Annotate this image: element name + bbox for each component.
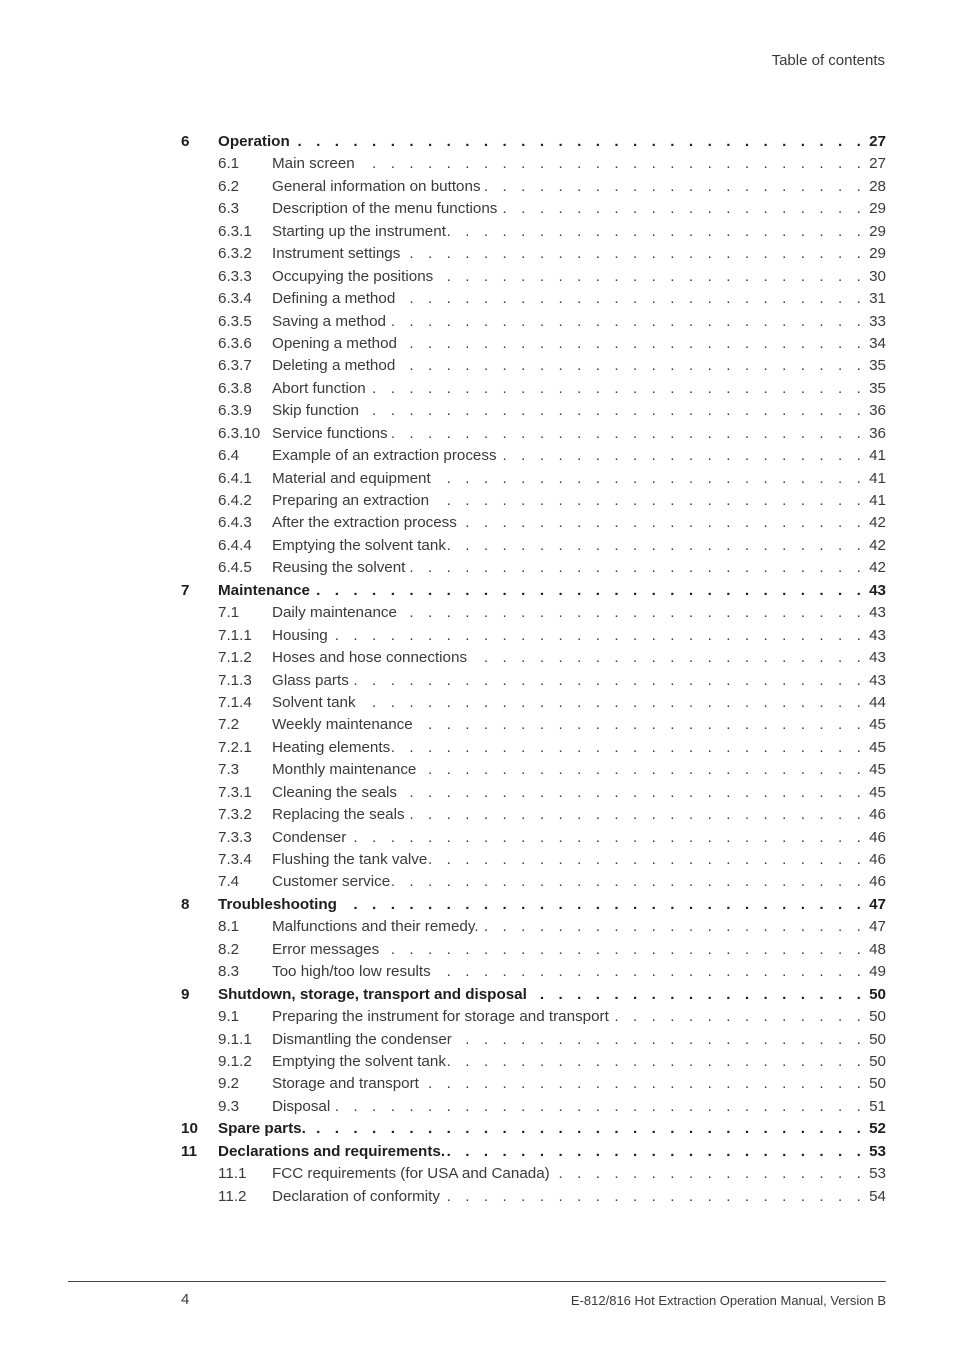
toc-entry-title: Solvent tank — [272, 693, 356, 711]
toc-entry-page: 45 — [869, 761, 886, 779]
toc-entry-line — [218, 984, 886, 1006]
dot-leader — [392, 871, 866, 893]
toc-section-entry[interactable] — [181, 647, 886, 669]
dot-leader — [332, 1096, 866, 1118]
dot-leader — [448, 1051, 866, 1073]
dot-leader — [351, 670, 866, 692]
dot-leader — [483, 176, 866, 198]
toc-section-entry[interactable] — [181, 1073, 886, 1095]
toc-entry-line — [272, 198, 886, 220]
toc-entry-title: Daily maintenance — [272, 604, 397, 622]
toc-section-entry[interactable] — [181, 535, 886, 557]
toc-entry-number: 6.4.4 — [218, 536, 252, 554]
dot-leader — [357, 153, 866, 175]
toc-entry-page: 29 — [869, 222, 886, 240]
toc-entry-line — [272, 916, 886, 938]
toc-entry-line — [272, 333, 886, 355]
toc-section-entry[interactable] — [181, 153, 886, 175]
toc-entry-title: Weekly maintenance — [272, 716, 413, 734]
toc-section-entry[interactable] — [181, 400, 886, 422]
toc-entry-number: 6.4.1 — [218, 469, 252, 487]
dot-leader — [442, 1186, 866, 1208]
dot-leader — [552, 1163, 866, 1185]
footer-document-title: E-812/816 Hot Extraction Operation Manual, Version B — [570, 1293, 886, 1308]
toc-entry-number: 6.2 — [218, 177, 240, 195]
toc-entry-line — [272, 1029, 886, 1051]
toc-entry-line — [272, 827, 886, 849]
toc-entry-page: 46 — [869, 828, 886, 846]
toc-entry-page: 45 — [869, 716, 886, 734]
toc-entry-number: 11.1 — [218, 1165, 247, 1183]
toc-entry-page: 28 — [869, 177, 886, 195]
dot-leader — [448, 535, 866, 557]
toc-section-entry[interactable] — [181, 468, 886, 490]
toc-entry-line — [218, 580, 886, 602]
toc-entry-page: 27 — [869, 133, 886, 150]
dot-leader — [407, 804, 866, 826]
toc-entry-line — [272, 714, 886, 736]
toc-entry-number: 8.3 — [218, 963, 240, 981]
toc-entry-page: 50 — [869, 1030, 886, 1048]
toc-entry-number: 6.3.7 — [218, 357, 252, 375]
toc-section-entry[interactable] — [181, 692, 886, 714]
toc-entry-title: Shutdown, storage, transport and disposal — [218, 985, 527, 1003]
toc-entry-number: 6.3 — [218, 200, 240, 218]
toc-section-entry[interactable] — [181, 916, 886, 938]
toc-entry-title: Main screen — [272, 155, 355, 173]
dot-leader — [392, 737, 866, 759]
dot-leader — [397, 288, 866, 310]
toc-entry-title: Service functions — [272, 424, 388, 442]
toc-entry-number: 6.3.5 — [218, 312, 252, 330]
toc-entry-number: 9.1 — [218, 1008, 240, 1026]
toc-entry-title: Condenser — [272, 828, 347, 846]
toc-entry-line — [272, 871, 886, 893]
toc-entry-number: 6.3.10 — [218, 424, 261, 442]
toc-entry-number: 7.3.2 — [218, 806, 252, 824]
toc-section-entry[interactable] — [181, 1051, 886, 1073]
footer-page-number: 4 — [181, 1291, 190, 1308]
toc-section-entry[interactable] — [181, 804, 886, 826]
toc-section-entry[interactable] — [181, 378, 886, 400]
toc-entry-title: Customer service — [272, 873, 391, 891]
toc-entry-title: Disposal — [272, 1097, 331, 1115]
toc-entry-number: 7.1.2 — [218, 649, 252, 667]
toc-entry-page: 45 — [869, 783, 886, 801]
toc-entry-page: 51 — [869, 1097, 886, 1115]
dot-leader — [348, 827, 866, 849]
toc-entry-line — [272, 961, 886, 983]
toc-entry-title: Description of the menu functions — [272, 200, 498, 218]
toc-entry-line — [272, 243, 886, 265]
toc-entry-number: 7.1 — [218, 604, 240, 622]
dot-leader — [429, 849, 866, 871]
dot-leader — [368, 378, 866, 400]
toc-entry-title: Operation — [218, 133, 290, 150]
toc-section-entry[interactable] — [181, 602, 886, 624]
toc-chapter-entry[interactable] — [181, 984, 886, 1006]
toc-entry-title: Housing — [272, 626, 328, 644]
dot-leader — [418, 759, 866, 781]
dot-leader — [611, 1006, 866, 1028]
toc-entry-number: 8.2 — [218, 940, 240, 958]
toc-entry-title: Flushing the tank valve — [272, 851, 428, 868]
toc-entry-page: 41 — [869, 447, 886, 465]
toc-entry-line — [272, 737, 886, 759]
toc-entry-title: Troubleshooting — [218, 895, 337, 913]
dot-leader — [399, 333, 866, 355]
toc-entry-number: 9.2 — [218, 1075, 240, 1093]
toc-entry-number: 7.1.3 — [218, 671, 252, 689]
toc-entry-number: 6.3.4 — [218, 290, 252, 308]
toc-section-entry[interactable] — [181, 1186, 886, 1208]
toc-entry-page: 29 — [869, 200, 886, 218]
toc-entry-page: 49 — [869, 963, 886, 981]
toc-entry-page: 31 — [869, 290, 886, 308]
toc-section-entry[interactable] — [181, 827, 886, 849]
toc-entry-number: 6.1 — [218, 155, 240, 173]
toc-section-entry[interactable] — [181, 871, 886, 893]
toc-entry-number: 11 — [181, 1142, 198, 1160]
dot-leader — [381, 939, 866, 961]
dot-leader — [433, 468, 866, 490]
toc-entry-page: 42 — [869, 536, 886, 554]
toc-section-entry[interactable] — [181, 939, 886, 961]
toc-entry-line — [272, 1006, 886, 1028]
toc-entry-line — [272, 221, 886, 243]
toc-entry-line — [272, 1073, 886, 1095]
toc-entry-line — [272, 782, 886, 804]
toc-entry-number: 6.4 — [218, 447, 240, 465]
dot-leader — [339, 894, 866, 916]
toc-section-entry[interactable] — [181, 759, 886, 781]
dot-leader — [399, 782, 866, 804]
toc-entry-title: Too high/too low results — [272, 963, 431, 981]
dot-leader — [481, 916, 866, 938]
toc-chapter-entry[interactable] — [181, 131, 886, 153]
toc-entry-line — [272, 378, 886, 400]
dot-leader — [433, 961, 866, 983]
toc-entry-number: 6.4.2 — [218, 492, 252, 509]
toc-entry-title: Occupying the positions — [272, 267, 434, 285]
toc-entry-line — [272, 311, 886, 333]
toc-section-entry[interactable] — [181, 288, 886, 310]
toc-entry-line — [272, 490, 886, 512]
toc-entry-page: 43 — [869, 626, 886, 644]
toc-entry-line — [272, 1051, 886, 1073]
toc-entry-title: Emptying the solvent tank — [272, 536, 446, 554]
toc-entry-number: 6.3.6 — [218, 334, 252, 352]
toc-entry-page: 46 — [869, 873, 886, 891]
toc-entry-line — [272, 1096, 886, 1118]
toc-entry-title: Declarations and requirements. — [218, 1142, 446, 1160]
toc-entry-line — [272, 400, 886, 422]
toc-entry-page: 42 — [869, 514, 886, 532]
toc-entry-number: 9.3 — [218, 1097, 240, 1115]
toc-section-entry[interactable] — [181, 243, 886, 265]
toc-entry-page: 41 — [869, 469, 886, 487]
dot-leader — [454, 1029, 866, 1051]
toc-chapter-entry[interactable] — [181, 580, 886, 602]
toc-entry-line — [272, 1163, 886, 1185]
toc-entry-title: Preparing the instrument for storage and transport — [272, 1008, 609, 1026]
toc-entry-page: 53 — [869, 1142, 886, 1160]
toc-entry-number: 7.3.3 — [218, 828, 252, 846]
toc-section-entry[interactable] — [181, 423, 886, 445]
toc-entry-title: FCC requirements (for USA and Canada) — [272, 1165, 550, 1183]
toc-entry-page: 29 — [869, 245, 886, 263]
toc-entry-number: 9 — [181, 985, 190, 1003]
toc-entry-number: 11.2 — [218, 1187, 247, 1205]
toc-section-entry[interactable] — [181, 333, 886, 355]
toc-entry-line — [272, 804, 886, 826]
toc-entry-title: Cleaning the seals — [272, 783, 397, 801]
toc-entry-number: 7.2.1 — [218, 738, 252, 756]
toc-section-entry[interactable] — [181, 737, 886, 759]
toc-section-entry[interactable] — [181, 714, 886, 736]
toc-entry-line — [272, 535, 886, 557]
dot-leader — [499, 198, 866, 220]
toc-section-entry[interactable] — [181, 557, 886, 579]
toc-entry-title: Saving a method — [272, 312, 386, 330]
toc-entry-page: 52 — [869, 1120, 886, 1138]
toc-entry-number: 7.3.1 — [218, 783, 252, 801]
dot-leader — [447, 1141, 866, 1163]
toc-entry-line — [218, 1118, 886, 1140]
dot-leader — [330, 625, 866, 647]
toc-entry-number: 7.4 — [218, 873, 240, 891]
toc-entry-title: Monthly maintenance — [272, 761, 417, 779]
toc-chapter-entry[interactable] — [181, 1141, 886, 1163]
dot-leader — [397, 355, 866, 377]
dot-leader — [312, 580, 866, 602]
toc-entry-page: 43 — [869, 671, 886, 689]
toc-entry-page: 35 — [869, 357, 886, 375]
toc-entry-page: 43 — [869, 581, 886, 599]
toc-entry-number: 6.3.1 — [218, 222, 252, 240]
toc-entry-page: 46 — [869, 806, 886, 824]
dot-leader — [435, 266, 866, 288]
toc-entry-line — [272, 625, 886, 647]
toc-entry-page: 53 — [869, 1165, 886, 1183]
toc-entry-title: Starting up the instrument — [272, 222, 446, 240]
toc-entry-number: 7.1.1 — [218, 626, 252, 644]
toc-entry-page: 48 — [869, 940, 886, 958]
toc-entry-page: 50 — [869, 1052, 886, 1070]
footer-divider — [68, 1281, 886, 1282]
toc-entry-line — [272, 557, 886, 579]
toc-entry-line — [218, 131, 886, 153]
toc-entry-number: 9.1.2 — [218, 1052, 252, 1070]
toc-entry-number: 6.3.8 — [218, 379, 252, 397]
toc-section-entry[interactable] — [181, 221, 886, 243]
toc-entry-line — [272, 670, 886, 692]
dot-leader — [361, 400, 866, 422]
toc-entry-line — [218, 894, 886, 916]
toc-entry-page: 50 — [869, 1075, 886, 1093]
toc-entry-number: 6.4.5 — [218, 559, 252, 577]
toc-entry-line — [272, 849, 886, 871]
toc-entry-line — [272, 602, 886, 624]
dot-leader — [402, 243, 866, 265]
toc-entry-number: 6 — [181, 133, 190, 150]
toc-entry-number: 7.3.4 — [218, 851, 252, 868]
toc-section-entry[interactable] — [181, 625, 886, 647]
toc-entry-page: 43 — [869, 604, 886, 622]
toc-entry-title: Spare parts. — [218, 1120, 306, 1138]
toc-entry-number: 9.1.1 — [218, 1030, 252, 1048]
toc-entry-number: 6.3.3 — [218, 267, 252, 285]
toc-entry-page: 46 — [869, 851, 886, 868]
toc-entry-title: Declaration of conformity — [272, 1187, 440, 1205]
toc-entry-title: Defining a method — [272, 290, 396, 308]
dot-leader — [390, 423, 866, 445]
toc-entry-title: Reusing the solvent — [272, 559, 406, 577]
toc-section-entry[interactable] — [181, 355, 886, 377]
toc-entry-page: 50 — [869, 985, 886, 1003]
toc-entry-title: Instrument settings — [272, 245, 401, 263]
toc-entry-page: 47 — [869, 918, 886, 936]
toc-entry-number: 6.3.9 — [218, 402, 252, 420]
toc-entry-title: Emptying the solvent tank — [272, 1052, 446, 1070]
toc-section-entry[interactable] — [181, 782, 886, 804]
toc-entry-title: Skip function — [272, 402, 359, 420]
toc-entry-title: Replacing the seals — [272, 806, 405, 824]
toc-entry-title: Abort function — [272, 379, 366, 397]
toc-section-entry[interactable] — [181, 1163, 886, 1185]
toc-entry-line — [272, 266, 886, 288]
toc-entry-title: Storage and transport — [272, 1075, 419, 1093]
toc-entry-line — [272, 512, 886, 534]
toc-entry-line — [272, 176, 886, 198]
dot-leader — [431, 490, 866, 512]
dot-leader — [459, 512, 866, 534]
toc-entry-number: 8 — [181, 895, 190, 913]
dot-leader — [415, 714, 866, 736]
toc-entry-title: Error messages — [272, 940, 380, 958]
toc-entry-title: Hoses and hose connections — [272, 649, 468, 667]
toc-section-entry[interactable] — [181, 490, 886, 512]
toc-entry-title: Maintenance — [218, 581, 310, 599]
toc-entry-number: 6.3.2 — [218, 245, 252, 263]
toc-entry-page: 54 — [869, 1187, 886, 1205]
dot-leader — [399, 602, 866, 624]
toc-entry-line — [272, 153, 886, 175]
toc-section-entry[interactable] — [181, 849, 886, 871]
toc-entry-page: 42 — [869, 559, 886, 577]
toc-entry-page: 44 — [869, 693, 886, 711]
dot-leader — [529, 984, 866, 1006]
toc-section-entry[interactable] — [181, 445, 886, 467]
toc-entry-number: 6.4.3 — [218, 514, 252, 532]
toc-entry-page: 50 — [869, 1008, 886, 1026]
toc-entry-page: 47 — [869, 895, 886, 913]
toc-entry-title: Glass parts — [272, 671, 349, 689]
toc-entry-line — [272, 939, 886, 961]
toc-entry-title: Deleting a method — [272, 357, 396, 375]
toc-entry-title: Malfunctions and their remedy. — [272, 918, 479, 936]
toc-section-entry[interactable] — [181, 176, 886, 198]
running-header: Table of contents — [771, 52, 885, 69]
toc-entry-page: 41 — [869, 492, 886, 509]
toc-entry-number: 7.3 — [218, 761, 240, 779]
toc-section-entry[interactable] — [181, 311, 886, 333]
toc-entry-page: 27 — [869, 155, 886, 173]
toc-entry-page: 34 — [869, 334, 886, 352]
dot-leader — [469, 647, 866, 669]
toc-entry-line — [272, 445, 886, 467]
toc-section-entry[interactable] — [181, 512, 886, 534]
toc-entry-line — [272, 468, 886, 490]
dot-leader — [358, 692, 866, 714]
toc-section-entry[interactable] — [181, 670, 886, 692]
toc-entry-line — [272, 355, 886, 377]
toc-entry-number: 8.1 — [218, 918, 240, 936]
toc-entry-page: 36 — [869, 424, 886, 442]
dot-leader — [421, 1073, 866, 1095]
dot-leader — [388, 311, 866, 333]
toc-entry-line — [272, 288, 886, 310]
toc-entry-page: 30 — [869, 267, 886, 285]
toc-entry-line — [272, 647, 886, 669]
toc-entry-page: 45 — [869, 738, 886, 756]
toc-section-entry[interactable] — [181, 1006, 886, 1028]
toc-section-entry[interactable] — [181, 266, 886, 288]
dot-leader — [448, 221, 866, 243]
dot-leader — [499, 445, 866, 467]
dot-leader — [407, 557, 866, 579]
toc-chapter-entry[interactable] — [181, 894, 886, 916]
toc-entry-title: Material and equipment — [272, 469, 431, 487]
toc-section-entry[interactable] — [181, 198, 886, 220]
toc-entry-title: Dismantling the condenser — [272, 1030, 452, 1048]
toc-entry-number: 7 — [181, 581, 190, 599]
toc-entry-title: General information on buttons — [272, 177, 481, 195]
toc-entry-title: Example of an extraction process — [272, 447, 497, 465]
toc-entry-line — [272, 1186, 886, 1208]
toc-section-entry[interactable] — [181, 1096, 886, 1118]
toc-entry-line — [272, 759, 886, 781]
toc-entry-number: 10 — [181, 1120, 198, 1138]
dot-leader — [308, 1118, 866, 1140]
toc-entry-number: 7.1.4 — [218, 693, 252, 711]
toc-entry-title: Opening a method — [272, 334, 397, 352]
toc-entry-page: 36 — [869, 402, 886, 420]
toc-entry-title: Preparing an extraction — [272, 492, 430, 509]
toc-chapter-entry[interactable] — [181, 1118, 886, 1140]
toc-entry-line — [218, 1141, 886, 1163]
toc-entry-page: 35 — [869, 379, 886, 397]
toc-entry-number: 7.2 — [218, 716, 240, 734]
toc-entry-page: 43 — [869, 649, 886, 667]
toc-entry-title: Heating elements — [272, 738, 391, 756]
toc-entry-line — [272, 692, 886, 714]
toc-entry-line — [272, 423, 886, 445]
toc-entry-title: After the extraction process — [272, 514, 457, 532]
toc-section-entry[interactable] — [181, 1029, 886, 1051]
toc-section-entry[interactable] — [181, 961, 886, 983]
table-of-contents — [181, 131, 886, 1208]
toc-entry-page: 33 — [869, 312, 886, 330]
dot-leader — [292, 131, 866, 153]
